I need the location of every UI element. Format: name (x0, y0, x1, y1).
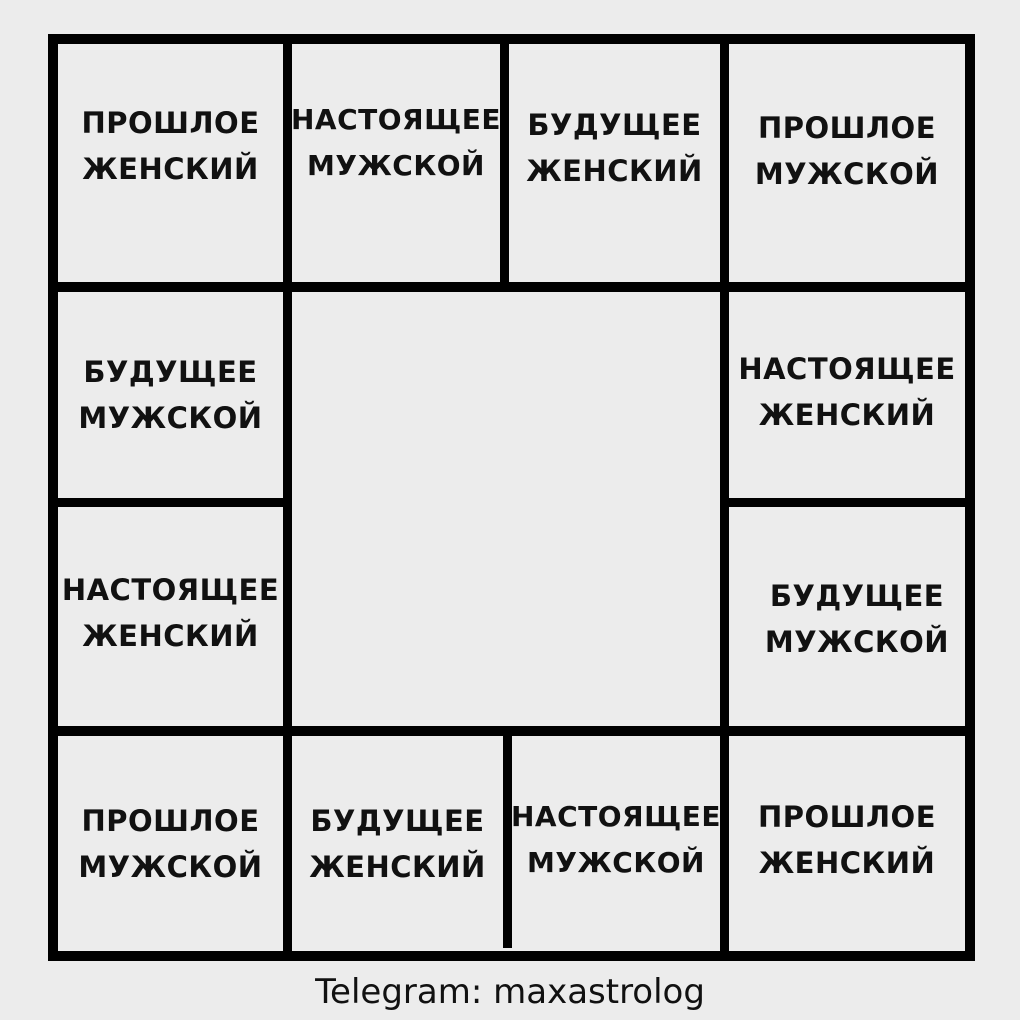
cell-bottom-3 (512, 736, 720, 951)
cell-line-2: ЖЕНСКИЙ (526, 154, 703, 188)
cell-line-1: НАСТОЯЩЕЕ (291, 103, 501, 136)
cell-label (511, 794, 721, 886)
cell-line-1: ПРОШЛОЕ (757, 799, 937, 834)
cell-top-2 (292, 44, 500, 282)
cell-line-1: БУДУЩЕЕ (310, 803, 485, 838)
cell-right-2 (729, 507, 965, 726)
cell-line-1: НАСТОЯЩЕЕ (61, 572, 280, 607)
divider (720, 498, 975, 507)
cell-line-2: МУЖСКОЙ (764, 624, 950, 659)
cell-label (78, 349, 262, 441)
cell-line-2: МУЖСКОЙ (307, 149, 485, 182)
cell-line-1: БУДУЩЕЕ (83, 355, 258, 389)
cell-line-2: ЖЕНСКИЙ (82, 152, 259, 186)
cell-label (78, 798, 262, 890)
cell-top-1 (58, 44, 283, 282)
divider (48, 726, 975, 736)
cell-line-1: ПРОШЛОЕ (81, 803, 260, 838)
cell-left-2 (58, 507, 283, 726)
cell-line-2: ЖЕНСКИЙ (309, 849, 486, 884)
cell-label (81, 100, 259, 192)
cell-line-1: НАСТОЯЩЕЕ (511, 799, 721, 833)
cell-bottom-4 (729, 736, 965, 951)
cell-line-1: ПРОШЛОЕ (81, 106, 260, 140)
cell-line-1: БУДУЩЕЕ (527, 108, 702, 142)
cell-label (309, 798, 486, 890)
frame-bottom (48, 951, 975, 961)
cell-line-2: ЖЕНСКИЙ (82, 618, 259, 653)
cell-label (738, 346, 955, 438)
cell-line-2: МУЖСКОЙ (754, 157, 940, 191)
divider (500, 34, 509, 284)
cell-line-2: МУЖСКОЙ (527, 845, 705, 879)
cell-line-2: МУЖСКОЙ (78, 401, 263, 435)
cell-right-1 (729, 292, 965, 498)
cell-line-1: ПРОШЛОЕ (757, 111, 937, 145)
cell-line-2: ЖЕНСКИЙ (758, 398, 936, 432)
cell-line-2: МУЖСКОЙ (78, 849, 263, 884)
cell-line-2: ЖЕНСКИЙ (758, 845, 936, 880)
cell-top-3 (509, 44, 720, 282)
cell-label (291, 97, 501, 189)
divider (283, 726, 292, 961)
cell-bottom-2 (292, 736, 503, 951)
cell-line-1: НАСТОЯЩЕЕ (738, 352, 956, 386)
cell-left-1 (58, 292, 283, 498)
cell-line-1: БУДУЩЕЕ (769, 578, 945, 613)
cell-label (526, 102, 703, 194)
cell-label (758, 794, 936, 886)
cell-label (62, 567, 279, 659)
cell-label (755, 105, 939, 197)
frame-top (48, 34, 975, 44)
cell-label (765, 573, 949, 665)
divider (48, 498, 288, 507)
cell-top-4 (729, 44, 965, 282)
cell-bottom-1 (58, 736, 283, 951)
divider (48, 282, 975, 292)
telegram-caption: Telegram: maxastrolog (315, 972, 705, 1012)
